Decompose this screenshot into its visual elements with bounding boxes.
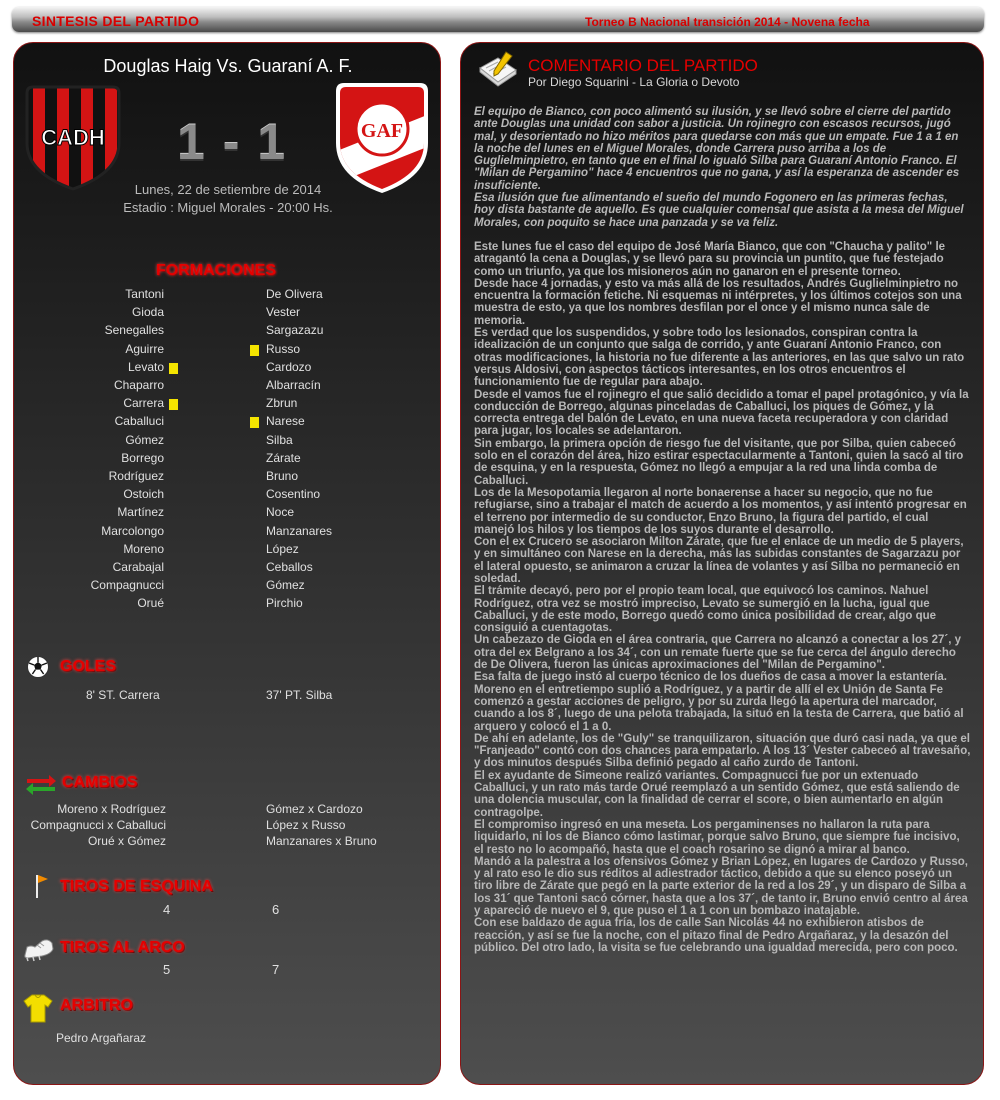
substitution-item: López x Russo [266, 818, 346, 832]
away-player: Russo [266, 341, 301, 356]
away-player: Silba [266, 432, 293, 447]
formaciones-title: FORMACIONES [156, 262, 276, 279]
corners-title: TIROS DE ESQUINA [60, 878, 213, 895]
commentary-paragraph: Sin embargo, la primera opción de riesgo fue del visitante, que por Silba, quien cabeceó solo en el corazón del área, hizo estirar espectacularmente a Tantoni, quien la sacó al tiro de esquina, y en la respuesta, Gómez no llegó a empujar a la red una linda comba de Caballuci. [474, 437, 964, 487]
commentary-paragraph: El compromiso ingresó en una meseta. Los pergaminenses no hallaron la ruta para liquidarlo, ni los de Bianco cómo lastimar, porque salvo Bruno, que siempre fue incisivo, el resto no lo acompañó, hasta que el coach rosarino se dignó a mirar al banco. [474, 818, 960, 856]
home-player: Aguirre [125, 341, 164, 356]
referee-shirt-icon [22, 992, 54, 1029]
home-shots: 5 [163, 962, 171, 977]
home-player: Carrera [123, 396, 164, 411]
away-player: Pirchio [266, 596, 303, 611]
match-summary-panel [13, 42, 441, 1085]
commentary-paragraph: De ahí en adelante, los de "Guly" se tranquilizaron, situación que duró casi nada, ya que el "Franjeado" contó con dos chances para empatarlo. A los 13´ Vester cabeceó al travesaño, y dos minutos después Silba definió pegado al caño zurdo de Tantoni. [474, 732, 971, 770]
home-player: Caballuci [114, 414, 164, 429]
home-player: Borrego [121, 450, 164, 465]
home-player: Marcolongo [101, 523, 164, 538]
goles-title: GOLES [60, 658, 117, 675]
away-player: Ceballos [266, 560, 313, 574]
away-player: Vester [266, 305, 301, 320]
away-player: Cosentino [266, 487, 321, 502]
away-player: Narese [266, 414, 305, 429]
away-substitutions [266, 801, 377, 849]
away-player: Manzanares [266, 523, 333, 538]
match-date: Lunes, 22 de setiembre de 2014 [134, 182, 322, 197]
away-player: De Olivera [266, 287, 323, 301]
match-score: 1 - 1 [177, 114, 288, 170]
away-shots: 7 [272, 962, 280, 977]
substitution-item: Orué x Gómez [87, 834, 166, 848]
home-substitutions [31, 801, 166, 849]
commentary-paragraph: Es verdad que los suspendidos, y sobre todo los lesionados, conspiran contra la idealización de un conjunto que salga de corrido, y ante Guaraní Antonio Franco, con otras modificaciones, la historia no fue diferente a las anteriores, en las que salvo un rato versus Aldosivi, con aspectos tácticos interesantes, en los otros encuentros el funcionamiento fue de regular para abajo. [474, 327, 965, 389]
commentary-paragraph: Con ese baldazo de agua fría, los de calle San Nicolás 44 no exhibieron atisbos de reacción, y así se fue la noche, con el pitazo final de Pedro Argañaraz, y la desazón del público. Del otro lado, la visita se fue celebrando una igualdad merecida, pero con poco. [474, 917, 958, 954]
home-goal: 8' ST. Carrera [86, 688, 160, 702]
home-player: Orué [137, 596, 164, 611]
yellow-card-icon [169, 363, 178, 374]
home-player: Chaparro [113, 378, 164, 392]
home-player: Tantoni [125, 287, 164, 301]
substitution-item: Manzanares x Bruno [266, 834, 377, 848]
away-player: López [266, 541, 299, 556]
referee-title: ARBITRO [60, 997, 133, 1014]
commentary-paragraph: Desde el vamos fue el rojinegro el que salió decidido a tomar el papel protagónico, y vía la conducción de Borrego, algunas pinceladas de Caballuci, los piques de Gómez, y la correcta entrega del balón de Levato, en una nueva faceta recuperadora y con claridad para jugar, los locales se adelantaron. [474, 388, 969, 438]
away-team-logo [332, 83, 432, 198]
away-player: Gómez [266, 578, 305, 593]
commentary-paragraph: Esa falta de juego instó al cuerpo técnico de los dueños de casa a mover la estantería. Moreno en el entretiempo suplió a Rodríguez, y a partir de allí el ex Unión de Santa Fe comenzó a gestar acciones de peligro, y por su zurda llegó la apertura del marcador, cuando a los 8´, luego de una pelota trabajada, la situó en la testa de Carrera, que batió al arquero y colocó el 1 a 0. [474, 671, 964, 733]
yellow-card-icon [250, 345, 259, 356]
commentary-paragraph: Desde hace 4 jornadas, y esto va más allá de los resultados, Andrés Guglielminpietro no encuentra la formación fetiche. Ni esquemas ni intérpretes, y los últimos cotejos son una muestra de esto, ya que los nombres desfilan por el once y el mismo nunca sale de memoria. [474, 277, 962, 327]
header-title: SINTESIS DEL PARTIDO [32, 13, 200, 29]
substitution-item: Compagnucci x Caballuci [30, 818, 166, 832]
away-player: Sargazazu [266, 323, 324, 338]
commentary-paragraph: Los de la Mesopotamia llegaron al norte bonaerense a hacer su negocio, que no fue refugiarse, sino a trabajar el match de acuerdo a los momentos, y así intentó progresar en el terreno por intermedio de su conductor, Enzo Bruno, la figura del partido, el cual manejó los hilos y los tiempos de los suyos durante el desarrollo. [474, 486, 967, 536]
home-player: Moreno [123, 541, 164, 556]
corner-flag-icon [34, 873, 50, 904]
header-bar [12, 7, 984, 32]
home-player: Carabajal [112, 560, 164, 574]
match-title: Douglas Haig Vs. Guaraní A. F. [103, 56, 353, 76]
cambios-title: CAMBIOS [62, 774, 138, 791]
referee-name: Pedro Argañaraz [56, 1031, 147, 1045]
substitution-item: Moreno x Rodríguez [57, 802, 166, 816]
away-player: Albarracín [266, 378, 321, 392]
away-player: Zbrun [266, 396, 298, 411]
commentary-body [474, 106, 971, 954]
away-goal: 37' PT. Silba [266, 688, 333, 702]
away-player: Cardozo [266, 359, 312, 374]
substitution-arrows-icon [25, 773, 57, 800]
notepad-pencil-icon [476, 50, 522, 97]
header-tournament: Torneo B Nacional transición 2014 - Novena fecha [585, 15, 870, 29]
football-boot-icon [22, 935, 56, 968]
away-player: Bruno [266, 469, 299, 483]
yellow-card-icon [169, 399, 178, 410]
home-player: Levato [127, 359, 164, 374]
away-player: Zárate [266, 450, 301, 465]
home-team-logo [23, 83, 123, 198]
home-player: Rodríguez [108, 469, 164, 483]
home-player: Gioda [131, 305, 164, 320]
commentary-author: Por Diego Squarini - La Gloria o Devoto [528, 75, 740, 89]
commentary-paragraph: Un cabezazo de Gioda en el área contraria, que Carrera no alcanzó a conectar a los 27´, y otra del ex Belgrano a los 34´, con un remate fuerte que se fue cerca del ángulo derecho de De Olivera, fueron las únicas aproximaciones del "Milan de Pergamino". [474, 634, 962, 672]
commentary-paragraph: Mandó a la palestra a los ofensivos Gómez y Brian López, en lugares de Cardozo y Russo, y al rato eso le dio sus réditos al adiestrador táctico, debido a que su elenco poseyó un tiro libre de Zárate que pegó en la parte exterior de la red a los 29´, y un disparo de Silba a los 31´ que Tantoni sacó córner, hasta que a los 37´, de tanto ir, Bruno envió centro al área y apareció de nuevo el 9, que puso el 1 a 1 con un bombazo inatajable. [474, 855, 968, 917]
away-corners: 6 [272, 902, 280, 917]
home-player: Gómez [125, 432, 164, 447]
yellow-card-icon [250, 417, 259, 428]
home-player: Senegalles [104, 323, 164, 338]
substitution-item: Gómez x Cardozo [266, 802, 363, 816]
svg-text:CADH: CADH [41, 125, 105, 150]
away-player: Noce [266, 505, 295, 520]
home-player: Martínez [117, 505, 164, 520]
commentary-paragraph: El trámite decayó, pero por el propio team local, que equivocó los caminos. Nahuel Rodríguez, otra vez se mostró impreciso, Levato se sumergió en la lucha, igual que Caballuci, y de este modo, Borrego quedó como única posibilidad de crear, algo que consiguió a cuentagotas. [474, 585, 937, 635]
commentary-intro-paragraph: Esa ilusión que fue alimentando el sueño del mundo Fogonero en las primeras fechas, hoy dista bastante de aquello. Es que cualquier comensal que asista a la mesa del Miguel Morales, con poquito se hace una panzada y se va feliz. [474, 192, 964, 229]
svg-text:GAF: GAF [360, 120, 404, 142]
match-venue: Estadio : Miguel Morales - 20:00 Hs. [123, 200, 333, 215]
shots-title: TIROS AL ARCO [60, 939, 185, 956]
commentary-paragraph: El ex ayudante de Simeone realizó variantes. Compagnucci fue por un extenuado Caballuci, y un rato más tarde Orué reemplazó a un sentido Gómez, que está saliendo de una dolencia muscular, con la finalidad de cerrar el score, o bien aumentarlo en algún contragolpe. [474, 769, 960, 819]
commentary-paragraph: Este lunes fue el caso del equipo de José María Bianco, que con "Chaucha y palito" le atragantó la cena a Douglas, y se llevó para su provincia un puntito, que fue festejado como un triunfo, ya que los misioneros aún no ganaron en el presente torneo. [474, 240, 946, 278]
home-corners: 4 [163, 902, 171, 917]
commentary-panel [460, 42, 984, 1085]
home-player: Ostoich [123, 487, 164, 502]
commentary-intro-paragraph: El equipo de Bianco, con poco alimentó su ilusión, y se llevó sobre el cierre del partido ante Douglas una unidad con sabor a justicia. Un rojinegro con escasos recursos, jugó mal, y desorientado no hizo méritos para quedarse con más que un empate. Fue 1 a 1 en la noche del lunes en el Miguel Morales, donde Carrera puso arriba a los de Guglielminpietro, en tanto que en el final lo igualó Silba para Guaraní Antonio Franco. El "Milan de Pergamino" hace 4 encuentros que no gana, y así la esperanza de ascender es insuficiente. [474, 106, 960, 192]
home-player: Compagnucci [90, 578, 164, 593]
commentary-title: COMENTARIO DEL PARTIDO [528, 56, 758, 75]
soccer-ball-icon [26, 655, 50, 684]
commentary-paragraph: Con el ex Crucero se asociaron Milton Zárate, que fue el enlace de un medio de 5 players, y en simultáneo con Narese en la derecha, más las subidas constantes de Sagarzazu por el lateral opuesto, se animaron a cruzar la línea de volantes y así Silba no permaneció en soledad. [474, 536, 964, 585]
